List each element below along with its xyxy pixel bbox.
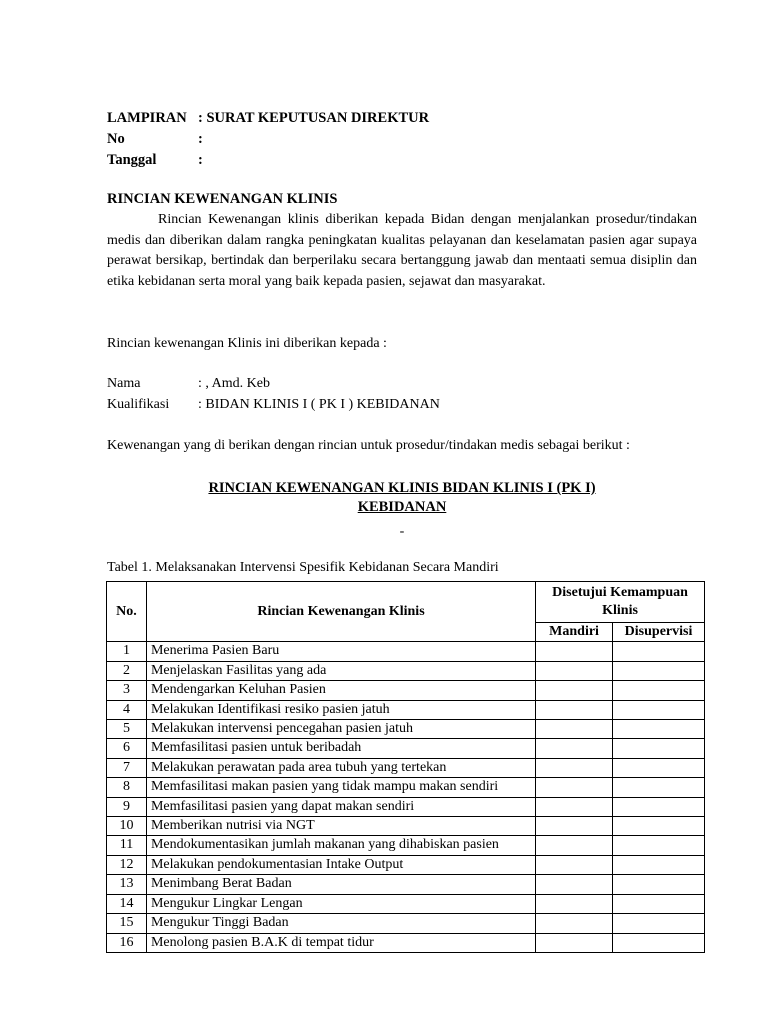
disupervisi-cell[interactable] <box>613 933 705 952</box>
mandiri-cell[interactable] <box>536 681 613 700</box>
row-item: Melakukan intervensi pencegahan pasien jatuh <box>146 720 535 739</box>
row-number: 4 <box>107 700 147 719</box>
row-item: Memfasilitasi pasien untuk beribadah <box>146 739 535 758</box>
table-row <box>107 720 705 739</box>
main-title-line2: KEBIDANAN <box>357 499 447 515</box>
clinical-authority-table <box>106 581 705 953</box>
table-row <box>107 817 705 836</box>
mandiri-cell[interactable] <box>536 875 613 894</box>
header-label: Tanggal <box>107 152 157 168</box>
mandiri-cell[interactable] <box>536 797 613 816</box>
header-row-tanggal <box>107 152 203 169</box>
disupervisi-cell[interactable] <box>613 875 705 894</box>
mandiri-cell[interactable] <box>536 894 613 913</box>
intro-paragraph: Rincian Kewenangan klinis diberikan kepada Bidan dengan menjalankan prosedur/tindakan medis dan diberikan dalam rangka peningkatan kualitas pelayanan dan keselamatan pasien agar supaya perawat bersikap, bertindak dan berperilaku secara bertanggung jawab dan mentaati semua disiplin dan etika kebidanan serta moral yang baik kepada pasien, sejawat dan masyarakat. <box>107 212 697 289</box>
table-caption: Tabel 1. Melaksanakan Intervensi Spesifik Kebidanan Secara Mandiri <box>107 560 499 575</box>
mandiri-cell[interactable] <box>536 914 613 933</box>
table-row <box>107 681 705 700</box>
table-row <box>107 875 705 894</box>
row-number: 8 <box>107 778 147 797</box>
name-label: Nama <box>107 376 141 391</box>
disupervisi-cell[interactable] <box>613 797 705 816</box>
name-value: : , Amd. Keb <box>198 376 270 391</box>
table-row <box>107 778 705 797</box>
header-label: LAMPIRAN <box>107 110 187 126</box>
mandiri-cell[interactable] <box>536 661 613 680</box>
person-qualification-row <box>107 397 440 413</box>
col-mandiri-header: Mandiri <box>536 623 613 642</box>
row-number: 5 <box>107 720 147 739</box>
table-row <box>107 797 705 816</box>
qualification-label: Kualifikasi <box>107 397 170 412</box>
row-item: Menerima Pasien Baru <box>146 642 535 661</box>
disupervisi-cell[interactable] <box>613 778 705 797</box>
mandiri-cell[interactable] <box>536 642 613 661</box>
section-title: RINCIAN KEWENANGAN KLINIS <box>107 191 338 207</box>
col-rincian-header: Rincian Kewenangan Klinis <box>146 582 535 642</box>
row-item: Melakukan perawatan pada area tubuh yang tertekan <box>146 758 535 777</box>
row-item: Menimbang Berat Badan <box>146 875 535 894</box>
disupervisi-cell[interactable] <box>613 817 705 836</box>
row-item: Menjelaskan Fasilitas yang ada <box>146 661 535 680</box>
mandiri-cell[interactable] <box>536 700 613 719</box>
mandiri-cell[interactable] <box>536 817 613 836</box>
header-label: No <box>107 131 125 147</box>
row-item: Menolong pasien B.A.K di tempat tidur <box>146 933 535 952</box>
table-header-row <box>107 582 705 623</box>
disupervisi-cell[interactable] <box>613 681 705 700</box>
row-item: Melakukan Identifikasi resiko pasien jatuh <box>146 700 535 719</box>
row-item: Memfasilitasi pasien yang dapat makan sendiri <box>146 797 535 816</box>
row-number: 15 <box>107 914 147 933</box>
main-title-line1: RINCIAN KEWENANGAN KLINIS BIDAN KLINIS I (PK I) <box>208 480 596 496</box>
row-number: 6 <box>107 739 147 758</box>
row-number: 13 <box>107 875 147 894</box>
table-row <box>107 894 705 913</box>
mandiri-cell[interactable] <box>536 778 613 797</box>
disupervisi-cell[interactable] <box>613 894 705 913</box>
row-item: Mengukur Tinggi Badan <box>146 914 535 933</box>
row-number: 10 <box>107 817 147 836</box>
dash-separator: - <box>399 524 405 539</box>
row-item: Mengukur Lingkar Lengan <box>146 894 535 913</box>
header-value: : <box>198 131 203 147</box>
header-row-lampiran <box>107 110 429 127</box>
disupervisi-cell[interactable] <box>613 758 705 777</box>
row-item: Melakukan pendokumentasian Intake Output <box>146 855 535 874</box>
disupervisi-cell[interactable] <box>613 661 705 680</box>
disupervisi-cell[interactable] <box>613 855 705 874</box>
row-number: 11 <box>107 836 147 855</box>
header-value: : SURAT KEPUTUSAN DIREKTUR <box>198 110 430 126</box>
col-group-header: Disetujui Kemampuan Klinis <box>536 582 705 623</box>
mandiri-cell[interactable] <box>536 933 613 952</box>
disupervisi-cell[interactable] <box>613 836 705 855</box>
given-to-line: Rincian kewenangan Klinis ini diberikan kepada : <box>107 336 387 351</box>
row-item: Mendengarkan Keluhan Pasien <box>146 681 535 700</box>
table-row <box>107 661 705 680</box>
row-number: 2 <box>107 661 147 680</box>
mandiri-cell[interactable] <box>536 720 613 739</box>
disupervisi-cell[interactable] <box>613 914 705 933</box>
table-row <box>107 933 705 952</box>
disupervisi-cell[interactable] <box>613 700 705 719</box>
mandiri-cell[interactable] <box>536 836 613 855</box>
table-row <box>107 914 705 933</box>
row-item: Memfasilitasi makan pasien yang tidak mampu makan sendiri <box>146 778 535 797</box>
row-number: 1 <box>107 642 147 661</box>
table-row <box>107 642 705 661</box>
row-number: 7 <box>107 758 147 777</box>
table-row <box>107 758 705 777</box>
header-row-no <box>107 131 203 148</box>
row-item: Mendokumentasikan jumlah makanan yang dihabiskan pasien <box>146 836 535 855</box>
mandiri-cell[interactable] <box>536 739 613 758</box>
row-number: 14 <box>107 894 147 913</box>
qualification-value: : BIDAN KLINIS I ( PK I ) KEBIDANAN <box>198 397 440 412</box>
row-number: 3 <box>107 681 147 700</box>
disupervisi-cell[interactable] <box>613 739 705 758</box>
disupervisi-cell[interactable] <box>613 720 705 739</box>
table-row <box>107 855 705 874</box>
table-row <box>107 739 705 758</box>
row-number: 16 <box>107 933 147 952</box>
authority-line: Kewenangan yang di berikan dengan rincian untuk prosedur/tindakan medis sebagai berikut : <box>107 438 630 453</box>
col-disupervisi-header: Disupervisi <box>613 623 705 642</box>
row-number: 9 <box>107 797 147 816</box>
row-item: Memberikan nutrisi via NGT <box>146 817 535 836</box>
mandiri-cell[interactable] <box>536 855 613 874</box>
table-row <box>107 700 705 719</box>
col-no-header: No. <box>107 582 147 642</box>
disupervisi-cell[interactable] <box>613 642 705 661</box>
table-row <box>107 836 705 855</box>
header-value: : <box>198 152 203 168</box>
person-name-row <box>107 376 270 392</box>
mandiri-cell[interactable] <box>536 758 613 777</box>
row-number: 12 <box>107 855 147 874</box>
